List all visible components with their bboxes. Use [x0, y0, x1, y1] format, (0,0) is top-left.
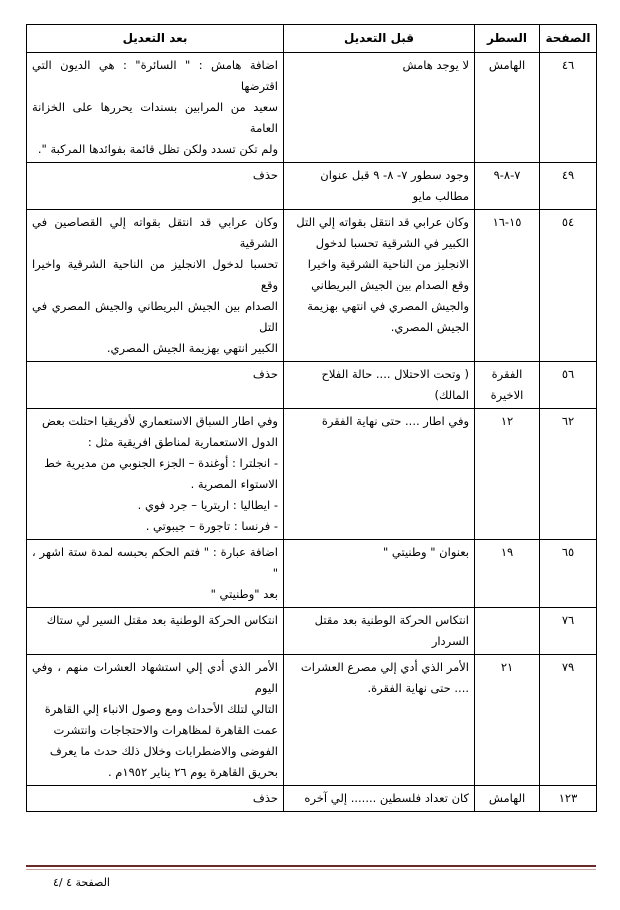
cell-after-line: - ايطاليا : اريتريا – جرد فوي .	[137, 498, 278, 512]
header-after: بعد التعديل	[27, 25, 284, 53]
cell-after	[27, 163, 284, 210]
cell-after-line: اضافة عبارة : " فتم الحكم بحبسه لمدة ستة اشهر ، "	[32, 545, 278, 580]
cell-before	[284, 786, 475, 812]
cell-page: ٧٦	[540, 608, 597, 655]
cell-after-line: تحسبا لدخول الانجليز من الناحية الشرقية واخيرا وقع	[32, 257, 278, 292]
header-before: قبل التعديل	[284, 25, 475, 53]
table-row	[27, 655, 597, 786]
cell-after-line: حذف	[252, 367, 278, 381]
cell-line: ١٩	[475, 540, 540, 608]
cell-after	[27, 655, 284, 786]
cell-after	[27, 53, 284, 163]
table-row	[27, 53, 597, 163]
cell-before-line: بعنوان " وطنيتي "	[382, 545, 469, 559]
table-row	[27, 409, 597, 540]
cell-line: الهامش	[475, 53, 540, 163]
page-number: الصفحة ٤ /٤	[52, 876, 110, 889]
cell-after-line: الدول الاستعمارية لمناطق افريقية مثل :	[87, 435, 278, 449]
errata-table	[26, 24, 597, 812]
cell-before-line: الانجليز من الناحية الشرقية واخيرا	[307, 257, 469, 271]
cell-after-line: - انجلترا : أوغندة – الجزء الجنوبي من مديرية خط	[44, 456, 278, 470]
cell-before	[284, 655, 475, 786]
cell-after-line: اضافة هامش : " السائرة" : هي الديون التي اقترضها	[32, 58, 278, 93]
cell-line	[475, 608, 540, 655]
cell-after	[27, 210, 284, 362]
table-row	[27, 210, 597, 362]
cell-before-line: والجيش المصري في انتهي بهزيمة	[307, 299, 469, 313]
table-row	[27, 608, 597, 655]
cell-line: ١٢	[475, 409, 540, 540]
cell-before-line: وقع الصدام بين الجيش البريطاني	[311, 278, 469, 292]
cell-before	[284, 362, 475, 409]
cell-after-line: الكبير انتهي بهزيمة الجيش المصري.	[106, 341, 278, 355]
cell-after	[27, 608, 284, 655]
cell-after	[27, 409, 284, 540]
cell-after-line: سعيد من المرابين بسندات يحررها على الخزانة العامة	[32, 100, 278, 135]
cell-after-line: انتكاس الحركة الوطنية بعد مقتل السير لي ستاك	[46, 613, 278, 627]
cell-before-line: .... حتى نهاية الفقرة.	[367, 681, 469, 695]
table-row	[27, 163, 597, 210]
cell-line: ١٥-١٦	[475, 210, 540, 362]
cell-after	[27, 540, 284, 608]
cell-before	[284, 540, 475, 608]
table-header-row	[27, 25, 597, 53]
cell-page: ١٢٣	[540, 786, 597, 812]
cell-after-line: بحريق القاهرة يوم ٢٦ يناير ١٩٥٢م .	[107, 765, 278, 779]
cell-before	[284, 53, 475, 163]
cell-after-line: الاستواء المصرية .	[190, 477, 278, 491]
header-page: الصفحة	[540, 25, 597, 53]
cell-before-line: وفي اطار .... حتى نهاية الفقرة	[321, 414, 469, 428]
cell-before	[284, 210, 475, 362]
cell-after-line: وكان عرابي قد انتقل بقواته إلي القصاصين في الشرقية	[32, 215, 278, 250]
cell-before	[284, 409, 475, 540]
cell-after-line: حذف	[252, 791, 278, 805]
header-line: السطر	[475, 25, 540, 53]
cell-page: ٦٥	[540, 540, 597, 608]
cell-after-line: عمت القاهرة لمظاهرات والاحتجاجات وانتشرت	[53, 723, 278, 737]
cell-before	[284, 163, 475, 210]
cell-after-line: - فرنسا : تاجورة – جيبوتي .	[145, 519, 278, 533]
cell-before-line: مطالب مايو	[412, 189, 469, 203]
footer-rule	[26, 865, 596, 867]
cell-line: ٧-٨-٩	[475, 163, 540, 210]
cell-page: ٧٩	[540, 655, 597, 786]
cell-after	[27, 362, 284, 409]
cell-before	[284, 608, 475, 655]
cell-page: ٤٩	[540, 163, 597, 210]
cell-before-line: المالك)	[434, 388, 469, 402]
cell-after-line: ولم تكن تسدد ولكن تظل قائمة بفوائدها المركبة ".	[37, 142, 278, 156]
cell-after	[27, 786, 284, 812]
cell-page: ٤٦	[540, 53, 597, 163]
cell-after-line: وفي اطار السباق الاستعماري لأفريقيا احتلت بعض	[41, 414, 278, 428]
cell-after-line: الأمر الذي أدي إلي استشهاد العشرات منهم ، وفي اليوم	[32, 660, 278, 695]
cell-before-line: وجود سطور ٧- ٨- ٩ قبل عنوان	[320, 168, 469, 182]
cell-after-line: بعد "وطنيتي "	[210, 587, 278, 601]
cell-page: ٥٦	[540, 362, 597, 409]
cell-before-line: لا يوجد هامش	[402, 58, 469, 72]
table-row	[27, 540, 597, 608]
cell-before-line: وكان عرابي قد انتقل بقواته إلي التل	[296, 215, 469, 229]
cell-before-line: السردار	[431, 634, 469, 648]
cell-page: ٦٢	[540, 409, 597, 540]
cell-after-line: الصدام بين الجيش البريطاني والجيش المصري في التل	[32, 299, 278, 334]
cell-before-line: الجيش المصري.	[390, 320, 469, 334]
table-body	[27, 53, 597, 812]
cell-before-line: انتكاس الحركة الوطنية بعد مقتل	[314, 613, 469, 627]
cell-line: الفقرة الاخيرة	[475, 362, 540, 409]
cell-after-line: حذف	[252, 168, 278, 182]
footer-rule-thin	[26, 869, 596, 870]
cell-before-line: ( وتحت الاحتلال .... حالة الفلاح	[321, 367, 469, 381]
cell-line: ٢١	[475, 655, 540, 786]
cell-after-line: التالي لتلك الأحداث ومع وصول الانباء إلي القاهرة	[44, 702, 278, 716]
cell-page: ٥٤	[540, 210, 597, 362]
table-row	[27, 362, 597, 409]
table-row	[27, 786, 597, 812]
cell-before-line: الكبير في الشرقية تحسبا لدخول	[315, 236, 469, 250]
cell-before-line: كان تعداد فلسطين ....... إلي آخره	[304, 791, 469, 805]
cell-before-line: الأمر الذي أدي إلي مصرع العشرات	[300, 660, 469, 674]
cell-line: الهامش	[475, 786, 540, 812]
cell-after-line: الفوضى والاضطرابات وخلال ذلك حدث ما يعرف	[49, 744, 278, 758]
